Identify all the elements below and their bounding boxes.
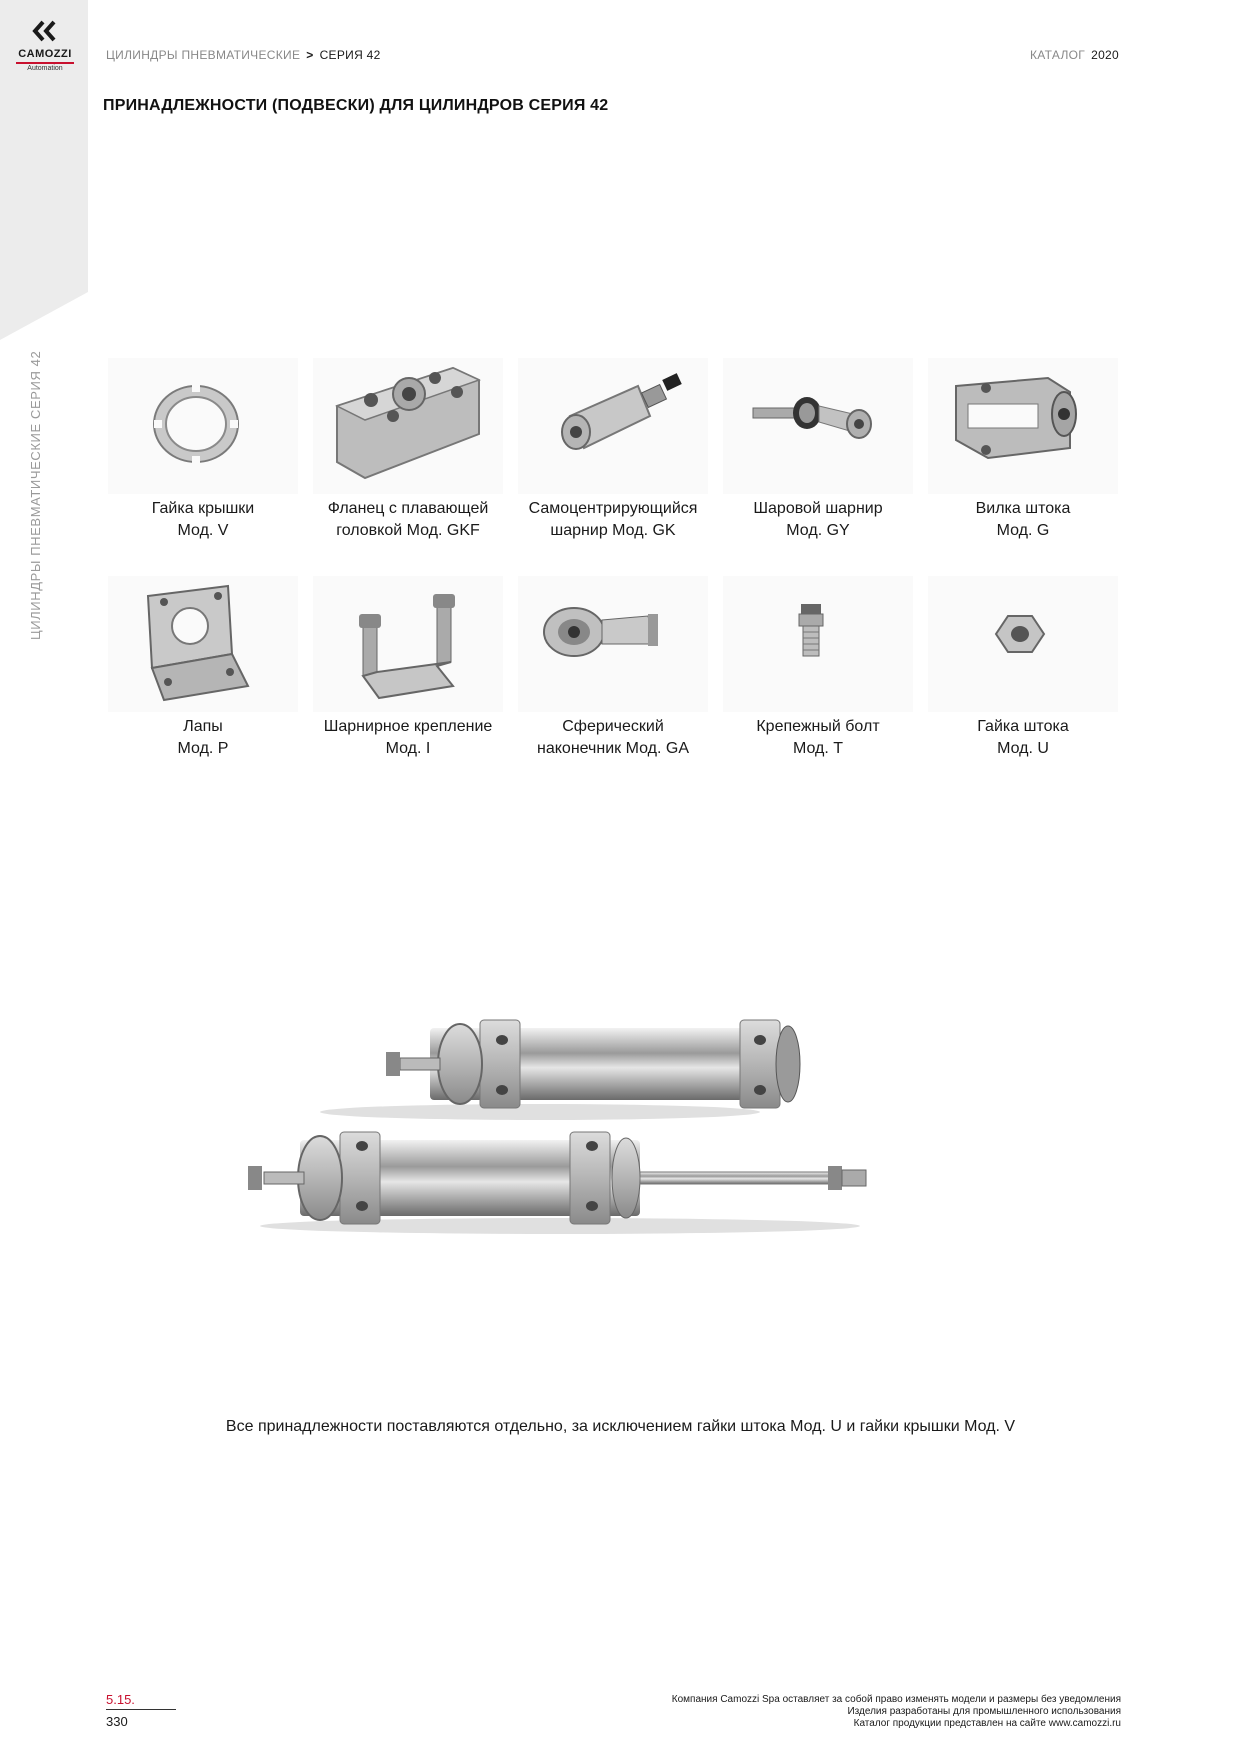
camozzi-logo-icon bbox=[32, 20, 58, 42]
foot-bracket-icon bbox=[108, 576, 298, 712]
cylinders-image bbox=[240, 1000, 980, 1290]
self-aligning-joint-icon bbox=[518, 358, 708, 494]
accessory-card bbox=[98, 576, 308, 760]
accessory-caption: Гайка штока Мод. U bbox=[977, 718, 1069, 757]
accessories-note: Все принадлежности поставляются отдельно, за исключением гайки штока Мод. U и гайки крышки Мод. V bbox=[225, 1418, 1016, 1435]
rod-nut-icon bbox=[928, 576, 1118, 712]
breadcrumb-section[interactable]: ЦИЛИНДРЫ ПНЕВМАТИЧЕСКИЕ bbox=[106, 48, 301, 62]
breadcrumb-separator: > bbox=[306, 48, 314, 62]
footer-disclaimer-line: Изделия разработаны для промышленного использования bbox=[847, 1706, 1121, 1717]
catalog-label bbox=[1030, 48, 1119, 62]
accessory-image bbox=[928, 576, 1118, 712]
accessory-card bbox=[303, 576, 513, 760]
rod-clevis-icon bbox=[928, 358, 1118, 494]
accessory-image bbox=[518, 576, 708, 712]
footer-section-number: 5.15. bbox=[106, 1692, 176, 1710]
accessory-caption: Фланец с плавающей головкой Мод. GKF bbox=[327, 500, 489, 539]
footer-disclaimer bbox=[672, 1694, 1121, 1730]
accessory-caption: Шаровой шарнир Мод. GY bbox=[753, 500, 883, 539]
brand-underline bbox=[16, 62, 74, 64]
accessory-caption: Сферический наконечник Мод. GA bbox=[537, 718, 689, 757]
catalog-year: 2020 bbox=[1091, 48, 1119, 62]
brand-sub: Automation bbox=[27, 65, 63, 72]
accessory-card bbox=[98, 358, 308, 542]
accessory-caption: Вилка штока Мод. G bbox=[975, 500, 1071, 539]
accessory-caption: Шарнирное крепление Мод. I bbox=[323, 718, 493, 757]
accessory-caption: Гайка крышки Мод. V bbox=[151, 500, 255, 539]
accessory-card bbox=[918, 358, 1128, 542]
brand-name: CAMOZZI bbox=[18, 48, 72, 60]
accessory-image bbox=[723, 358, 913, 494]
accessory-card bbox=[508, 358, 718, 542]
accessory-image bbox=[518, 358, 708, 494]
page-title: ПРИНАДЛЕЖНОСТИ (ПОДВЕСКИ) ДЛЯ ЦИЛИНДРОВ СЕРИЯ 42 bbox=[103, 97, 609, 114]
cover-nut-icon bbox=[108, 358, 298, 494]
accessory-image bbox=[108, 358, 298, 494]
accessory-card bbox=[918, 576, 1128, 760]
brand-logo bbox=[14, 20, 76, 72]
accessory-image bbox=[313, 358, 503, 494]
footer-disclaimer-line: Компания Camozzi Spa оставляет за собой право изменять модели и размеры без уведомления bbox=[671, 1694, 1121, 1705]
accessory-image bbox=[313, 576, 503, 712]
accessory-caption: Самоцентрирующийся шарнир Мод. GK bbox=[528, 500, 698, 539]
accessory-card bbox=[713, 358, 923, 542]
accessory-card bbox=[713, 576, 923, 760]
breadcrumb bbox=[106, 48, 381, 62]
spherical-rod-end-icon bbox=[518, 576, 708, 712]
footer-page-number: 330 bbox=[106, 1714, 128, 1729]
accessory-caption: Крепежный болт Мод. T bbox=[756, 718, 880, 757]
accessory-card bbox=[303, 358, 513, 542]
catalog-word: КАТАЛОГ bbox=[1030, 48, 1086, 62]
breadcrumb-current: СЕРИЯ 42 bbox=[319, 48, 381, 62]
accessory-caption: Лапы Мод. P bbox=[177, 718, 229, 757]
accessory-image bbox=[723, 576, 913, 712]
accessory-card bbox=[508, 576, 718, 760]
floating-flange-icon bbox=[313, 358, 503, 494]
footer-disclaimer-line[interactable]: Каталог продукции представлен на сайте www.camozzi.ru bbox=[853, 1718, 1121, 1729]
accessory-image bbox=[108, 576, 298, 712]
ball-joint-icon bbox=[723, 358, 913, 494]
fixing-bolt-icon bbox=[723, 576, 913, 712]
accessory-image bbox=[928, 358, 1118, 494]
vertical-section-label: ЦИЛИНДРЫ ПНЕВМАТИЧЕСКИЕ СЕРИЯ 42 bbox=[28, 350, 43, 640]
hinge-mount-icon bbox=[313, 576, 503, 712]
